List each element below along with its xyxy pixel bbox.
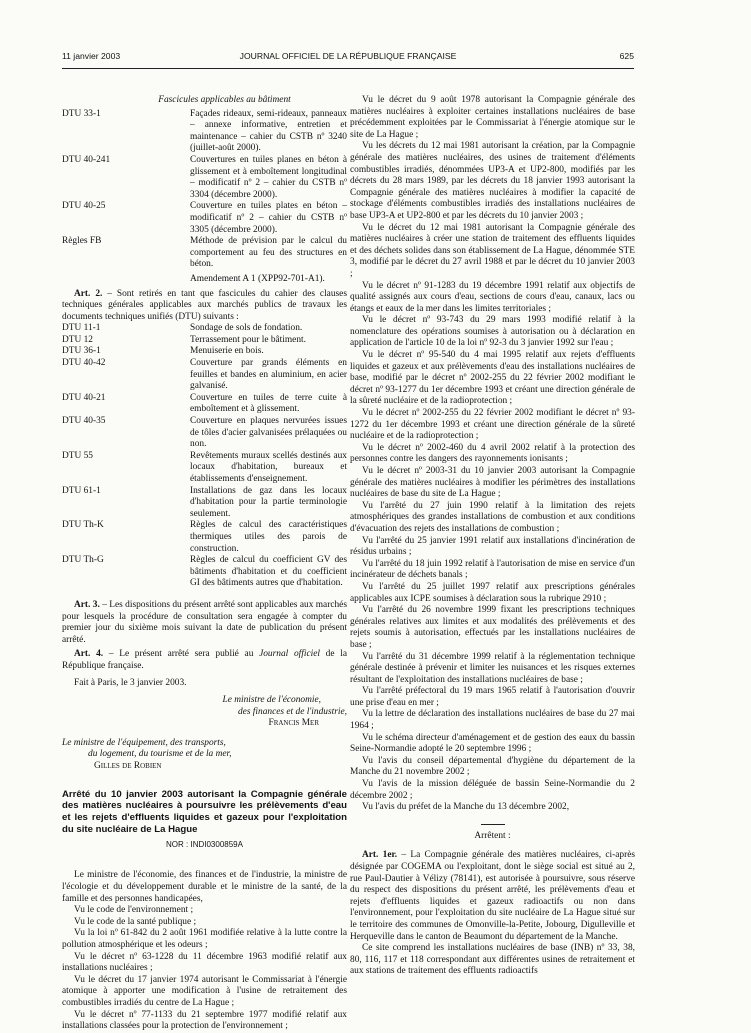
signature-block-1 [62,695,347,730]
left-paragraphs [62,870,347,1032]
dtu-description: Sondage de sols de fondation. [190,323,303,334]
header-page-number: 625 [619,51,634,61]
paragraph: Vu la lettre de déclaration des installations nucléaires de base du 27 mai 1964 ; [350,709,635,732]
article-3-label: Art. 3. [74,599,100,610]
dtu-code: DTU 33-1 [62,108,101,119]
signature-2-line-1: Le ministre de l'équipement, des transports, [62,737,226,748]
article-1-label: Art. 1er. [362,850,398,861]
dtu-row [62,451,347,486]
paragraph: Vu le schéma directeur d'aménagement et de gestion des eaux du bassin Seine-Normandie adopté le 20 septembre 1996 ; [350,732,635,755]
dtu-description: Couverture en tuiles de terre cuite à emboîtement et à glissement. [190,392,347,415]
dtu-description: Couverture en plaques nervurées issues de tôles d'acier galvanisées prélaquées ou non. [190,416,347,450]
right-paragraphs [350,95,635,814]
paragraph: Vu l'avis du préfet de la Manche du 13 décembre 2002, [362,802,570,813]
dtu-row [62,555,347,590]
paragraph: Vu le décret nº 77-1133 du 21 septembre 1977 modifié relatif aux installations classées pour la protection de l'environnement ; [62,1009,347,1032]
paragraph: Vu le décret nº 2002-460 du 4 avril 2002 relatif à la protection des personnes contre les dangers des rayonnements ionisants ; [350,442,635,465]
dtu-description: Terrassement pour le bâtiment. [190,334,306,345]
paragraph: Vu l'arrêté préfectoral du 19 mars 1965 relatif à l'autorisation d'ouvrir une prise d'eau en mer ; [350,686,635,708]
article-4-journal: Journal officiel [259,649,320,660]
dtu-row [62,201,347,236]
dtu-code: DTU 12 [62,334,93,345]
article-2-text: – Sont retirés en tant que fascicules du cahier des clauses techniques générales applicables aux marchés publics de travaux les documents techniques unifiés (DTU) suivants : [62,288,347,322]
paragraph: Vu la loi nº 61-842 du 2 août 1961 modifiée relative à la lutte contre la pollution atmosphérique et les odeurs ; [62,928,347,950]
header-rule [62,68,634,69]
paragraph: Vu l'arrêté du 18 juin 1992 relatif à l'autorisation de mise en service d'un incinérateur de déchets banals ; [350,558,635,581]
paragraph: Vu le décret du 17 janvier 1974 autorisant le Commissariat à l'énergie atomique à apporter une modification à l'usine de retraitement des combustibles irradiés du centre de La Hague ; [62,974,347,1008]
paragraph: Vu le code de la santé publique ; [74,916,197,927]
article-3 [62,600,347,646]
paragraph: Vu le décret nº 63-1228 du 11 décembre 1963 modifié relatif aux installations nucléaires ; [62,951,347,974]
paragraph: Vu l'arrêté du 31 décembre 1999 relatif à la réglementation technique générale destinée à prévenir et limiter les nuisances et les risques externes résultant de l'exploitation des installations nucléaires de base ; [350,651,635,685]
dtu-row [62,486,347,521]
dtu-code: DTU Th-K [62,520,104,531]
dtu-description: Méthode de prévision par le calcul du comportement au feu des structures en béton. [190,236,347,270]
article-1 [350,850,635,943]
article-2 [62,289,347,324]
dtu-row [62,358,347,393]
signature-2-name: Gilles de Robien [94,761,162,772]
dtu-description: Règles de calcul des caractéristiques thermiques utiles des parois de construction. [190,520,347,554]
paragraph: Vu l'arrêté du 25 janvier 1991 relatif aux installations d'incinération de résidus urbains ; [350,535,635,558]
paragraph: Vu le décret nº 95-540 du 4 mai 1995 relatif aux rejets d'effluents liquides et gazeux et aux prélèvements d'eau des installations nucléaires de base, modifié par le décret nº 2002-255 du 22 février 2002 modifiant le décret nº 93-1277 du 1er décembre 1993 et créant une direction générale de la sûreté nucléaire et de la radioprotection ; [350,350,635,407]
dtu-list-withdrawn [62,323,347,590]
paragraph: Vu le décret nº 91-1283 du 19 décembre 1991 relatif aux objectifs de qualité assignés aux cours d'eau, sections de cours d'eau, canaux, lacs ou étangs et eaux de la mer dans les limites territoriales ; [350,280,635,314]
arretent: Arrêtent : [474,830,511,841]
paragraph: Vu le décret nº 2003-31 du 10 janvier 2003 autorisant la Compagnie générale des matières nucléaires à modifier les périmètres des installations nucléaires de base du site de La Hague ; [350,466,635,500]
dtu-code: Règles FB [62,236,102,247]
dtu-code: DTU 40-21 [62,392,106,403]
paragraph: Vu le décret nº 2002-255 du 22 février 2002 modifiant le décret nº 93-1272 du 1er décembre 1993 et créant une direction générale de la sûreté nucléaire et de la radioprotection ; [350,408,635,442]
paragraph: Vu l'avis du conseil départemental d'hygiène du département de la Manche du 21 novembre 2002 ; [350,755,635,778]
dtu-code: DTU 11-1 [62,323,101,334]
amendment: Amendement A 1 (XPP92-701-A1). [190,273,325,284]
dtu-row [62,236,347,271]
arrete-title: Arrêté du 10 janvier 2003 autorisant la Compagnie générale des matières nucléaires à poursuivre les prélèvements d'eau et les rejets d'effluents liquides et gazeux pour l'exploitation du site nucléaire de La Hague [62,788,347,836]
section-title: Fascicules applicables au bâtiment [158,95,291,105]
closing-paragraph: Ce site comprend les installations nucléaires de base (INB) nº 33, 38, 80, 116, 117 et 118 correspondant aux différentes usines de retraitement et aux stations de traitement des effluents radioactifs [350,943,635,977]
left-column [62,95,347,1033]
paragraph: Vu le code de l'environnement ; [74,905,194,916]
signature-2-line-2: du logement, du tourisme et de la mer, [88,749,232,760]
dtu-description: Revêtements muraux scellés destinés aux locaux d'habitation, bureaux et établissements d'enseignement. [190,450,347,484]
nor-reference: NOR : INDI0300859A [166,839,243,849]
paragraph: Vu l'avis de la mission déléguée de bassin Seine-Normandie du 2 décembre 2002 ; [350,779,635,801]
article-4-text-b: de la République française. [62,649,347,671]
dtu-row [62,109,347,155]
dtu-code: DTU 40-25 [62,201,106,212]
dtu-row [62,416,347,451]
signature-1-line-2: des finances et de l'industrie, [237,706,347,717]
dtu-code: DTU 55 [62,450,93,461]
dtu-code: DTU 61-1 [62,485,101,496]
dtu-row [62,393,347,416]
dtu-description: Couverture par grands éléments en feuilles et bandes en aluminium, en acier galvanisé. [190,358,347,392]
signature-1-line-1: Le ministre de l'économie, [222,695,321,706]
header-title: JOURNAL OFFICIEL DE LA RÉPUBLIQUE FRANÇAISE [239,51,457,61]
article-4-text-a: – Le présent arrêté sera publié au [103,649,260,660]
signature-1-name: Francis Mer [268,718,319,729]
dtu-code: DTU 40-241 [62,154,111,165]
dtu-description: Menuiserie en bois. [190,346,264,357]
header-date: 11 janvier 2003 [62,51,121,61]
paragraph: Le ministre de l'économie, des finances et de l'industrie, la ministre de l'écologie et du développement durable et le ministre de la santé, de la famille et des personnes handicapées, [62,870,347,904]
dtu-row [62,335,347,347]
done-at: Fait à Paris, le 3 janvier 2003. [74,677,187,688]
paragraph: Vu l'arrêté du 26 novembre 1999 fixant les prescriptions techniques générales relatives aux limites et aux modalités des prélèvements et des rejets soumis à autorisation, effectués par les installations nucléaires de base ; [350,605,635,650]
paragraph: Vu le décret du 12 mai 1981 autorisant la Compagnie générale des matières nucléaires à créer une station de traitement des effluents liquides et des déchets solides dans son établissement de La Hague, dénommée STE 3, modifié par le décret du 27 avril 1988 et par le décret du 10 janvier 2003 ; [350,222,635,279]
dtu-description: Installations de gaz dans les locaux d'habitation pour la partie terminologie seulement. [190,485,347,519]
dtu-row [62,520,347,555]
paragraph: Vu les décrets du 12 mai 1981 autorisant la création, par la Compagnie générale des matières nucléaires, des usines de traitement d'éléments combustibles irradiés, dénommées UP3-A et UP2-800, modifiés par les décrets du 28 mars 1989, par les décrets du 18 janvier 1993 autorisant la Compagnie générale des matières nucléaires à modifier la capacité de stockage d'éléments combustibles irradiés des installations nucléaires de base UP3-A et UP2-800 et par les décrets du 10 janvier 2003 ; [350,141,635,221]
dtu-code: DTU 40-35 [62,416,106,427]
dtu-description: Couverture en tuiles plates en béton – modificatif nº 2 – cahier du CSTB nº 3305 (décembre 2000). [190,201,347,235]
paragraph: Vu le décret du 9 août 1978 autorisant la Compagnie générale des matières nucléaires à exploiter certaines installations nucléaires de base précédemment exploitées par le Commissariat à l'énergie atomique sur le site de La Hague ; [350,95,635,140]
dtu-description: Règles de calcul du coefficient GV des bâtiments d'habitation et du coefficient GI des bâtiments autres que d'habitation. [190,555,347,589]
article-4-label: Art. 4. [74,649,104,660]
paragraph: Vu l'arrêté du 27 juin 1990 relatif à la limitation des rejets atmosphériques des grandes installations de combustion et aux conditions d'évacuation des rejets des installations de combustion ; [350,500,635,534]
article-1-text: – La Compagnie générale des matières nucléaires, ci-après désignée par COGEMA ou l'exploitant, dont le siège social est situé au 2, rue Paul-Dautier à Vélizy (78141), est autorisée à poursuivre, sous réserve du respect des dispositions du présent arrêté, les prélèvements d'eau et rejets d'effluents liquides et gazeux radioactifs ou non dans l'environnement, pour l'exploitation du site nucléaire de La Hague situé sur le territoire des communes de Omonville-la-Petite, Jobourg, Digulleville et Herqueville dans le canton de Beaumont du département de la Manche. [350,850,636,942]
article-3-text: – Les dispositions du présent arrêté sont applicables aux marchés pour lesquels la procédure de consultation sera engagée à compter du premier jour du sixième mois suivant la date de publication du présent arrêté. [62,599,347,645]
article-4 [62,649,347,672]
dtu-row [62,323,347,335]
dtu-description: Couvertures en tuiles planes en béton à glissement et à emboîtement longitudinal – modificatif nº 2 – cahier du CSTB nº 3304 (décembre 2000). [190,154,347,200]
article-2-label: Art. 2. [74,288,103,299]
dtu-list-applicable [62,109,347,271]
right-column [350,95,635,978]
dtu-row [62,346,347,358]
running-header [62,51,634,65]
dtu-code: DTU 40-42 [62,358,106,369]
paragraph: Vu l'arrêté du 25 juillet 1997 relatif aux prescriptions générales applicables aux ICPE soumises à déclaration sous la rubrique 2910 ; [350,581,635,604]
paragraph: Vu le décret nº 93-743 du 29 mars 1993 modifié relatif à la nomenclature des opérations soumises à autorisation ou à déclaration en application de l'article 10 de la loi nº 92-3 du 3 janvier 1992 sur l'eau ; [350,315,635,349]
dtu-description: Façades rideaux, semi-rideaux, panneaux – annexe informative, entretien et maintenance – cahier du CSTB nº 3240 (juillet-août 2000). [190,108,347,154]
dtu-row [62,155,347,201]
separator-rule [481,824,505,825]
dtu-code: DTU Th-G [62,555,104,566]
dtu-code: DTU 36-1 [62,346,101,357]
